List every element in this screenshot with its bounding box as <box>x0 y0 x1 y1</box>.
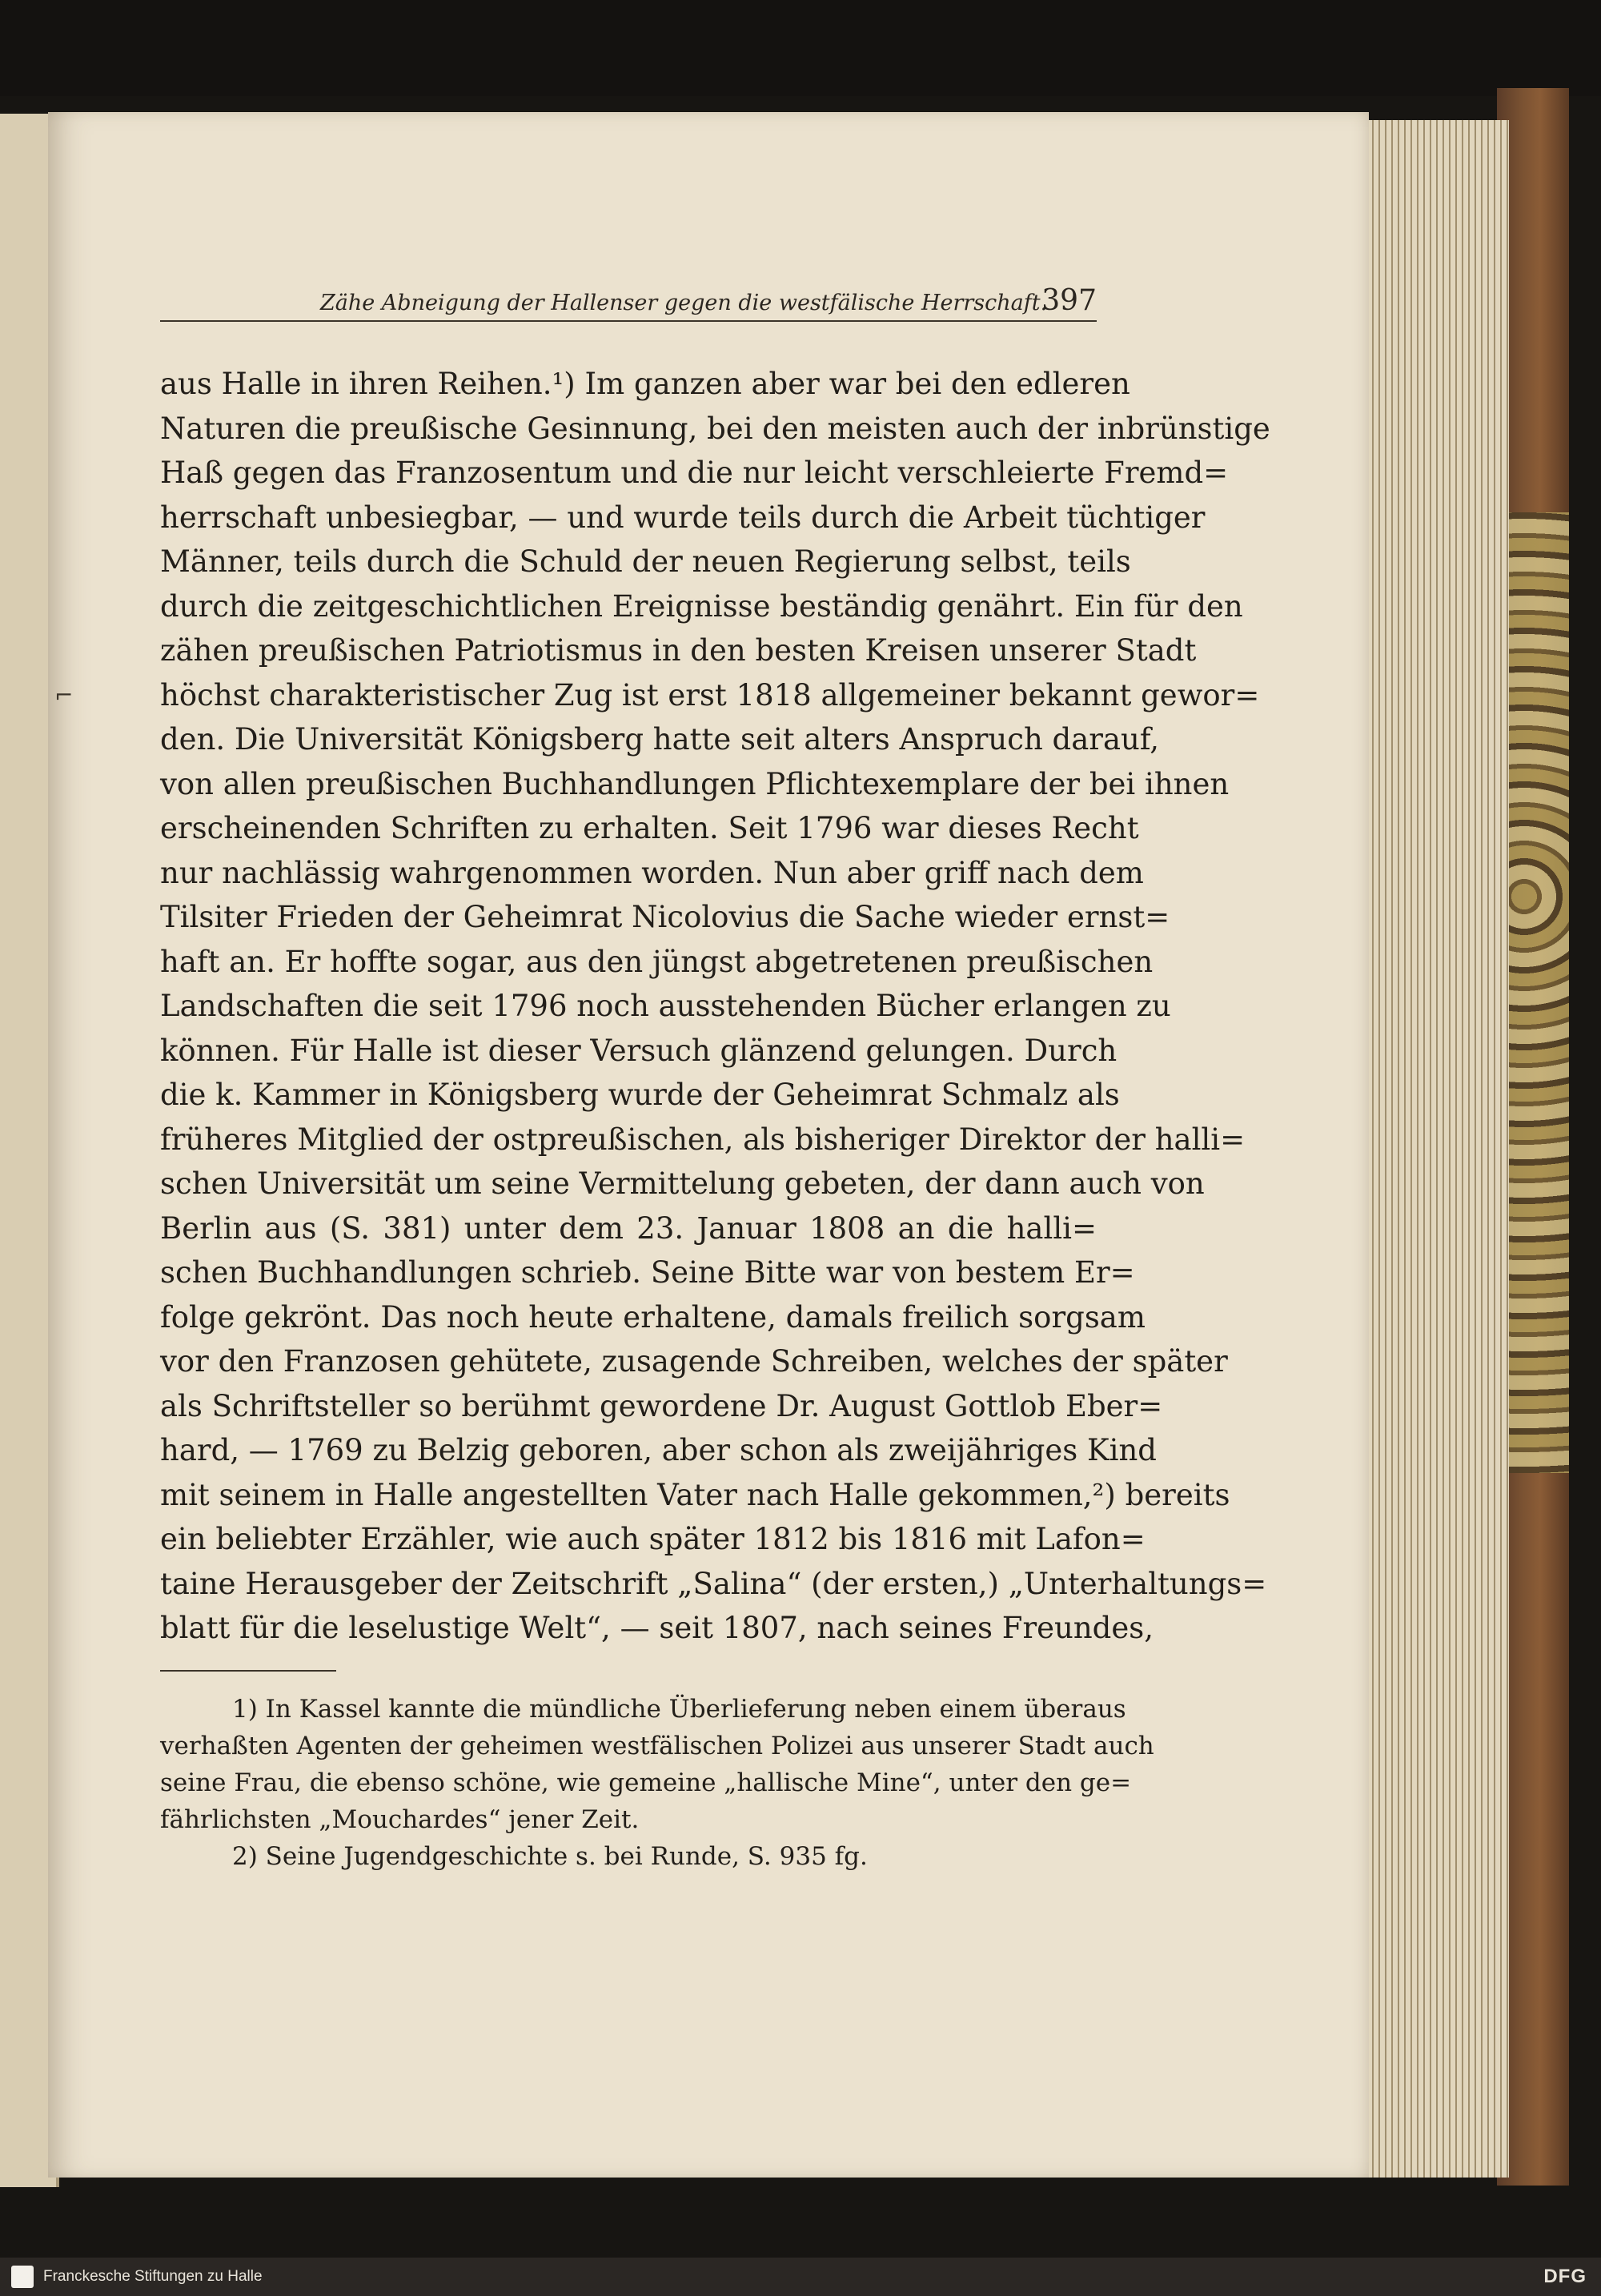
text-line: schen Buchhandlungen schrieb. Seine Bitte war von bestem Er= <box>160 1255 1135 1290</box>
institution-name[interactable]: Franckesche Stiftungen zu Halle <box>43 2268 263 2285</box>
footnote-line: 1) In Kassel kannte die mündliche Überlieferung neben einem überaus <box>232 1695 1126 1724</box>
running-header <box>160 280 1097 322</box>
text-line: Berlin aus (S. 381) unter dem 23. Januar 1808 an die halli= <box>160 1210 1097 1246</box>
text-line: die k. Kammer in Königsberg wurde der Geheimrat Schmalz als <box>160 1078 1120 1112</box>
page-block-edges <box>1361 120 1509 2178</box>
marbled-endpaper <box>1505 512 1569 1473</box>
text-line: können. Für Halle ist dieser Versuch glänzend gelungen. Durch <box>160 1033 1117 1068</box>
text-line: mit seinem in Halle angestellten Vater nach Halle gekommen,²) bereits <box>160 1477 1230 1512</box>
text-line: höchst charakteristischer Zug ist erst 1818 allgemeiner bekannt gewor= <box>160 677 1260 712</box>
text-line: haft an. Er hoffte sogar, aus den jüngst abgetretenen preußischen <box>160 944 1154 979</box>
running-title: Zähe Abneigung der Hallenser gegen die westfälische Herrschaft. <box>320 291 1048 315</box>
text-line: zähen preußischen Patriotismus in den besten Kreisen unserer Stadt <box>160 633 1197 668</box>
text-line: erscheinenden Schriften zu erhalten. Seit 1796 war dieses Recht <box>160 811 1139 845</box>
institution-logo-icon <box>11 2266 34 2288</box>
text-line: nur nachlässig wahrgenommen worden. Nun aber griff nach dem <box>160 855 1144 890</box>
text-line: durch die zeitgeschichtlichen Ereignisse beständig genährt. Ein für den <box>160 588 1243 624</box>
text-line: herrschaft unbesiegbar, — und wurde teils durch die Arbeit tüchtiger <box>160 500 1206 535</box>
text-line: früheres Mitglied der ostpreußischen, als bisheriger Direktor der halli= <box>160 1122 1246 1157</box>
footnote-rule <box>160 1670 336 1672</box>
margin-mark: ⌐ <box>54 682 74 708</box>
text-line: blatt für die leselustige Welt“, — seit 1807, nach seines Freundes, <box>160 1611 1154 1645</box>
text-line: von allen preußischen Buchhandlungen Pflichtexemplare der bei ihnen <box>160 766 1230 801</box>
text-line: folge gekrönt. Das noch heute erhaltene, damals freilich sorgsam <box>160 1299 1146 1335</box>
text-line: Landschaften die seit 1796 noch ausstehenden Bücher erlangen zu <box>160 989 1171 1023</box>
footnotes <box>160 1691 1154 1875</box>
text-line: aus Halle in ihren Reihen.¹) Im ganzen aber war bei den edleren <box>160 367 1130 401</box>
text-line: Haß gegen das Franzosentum und die nur leicht verschleierte Fremd= <box>160 456 1229 490</box>
text-line: Tilsiter Frieden der Geheimrat Nicolovius die Sache wieder ernst= <box>160 900 1170 934</box>
footnote-line: fährlichsten „Mouchardes“ jener Zeit. <box>160 1805 640 1834</box>
dfg-logo: DFG <box>1543 2266 1587 2287</box>
text-line: als Schriftsteller so berühmt gewordene Dr. August Gottlob Eber= <box>160 1388 1163 1423</box>
text-line: den. Die Universität Königsberg hatte seit alters Anspruch darauf, <box>160 722 1160 757</box>
text-line: Naturen die preußische Gesinnung, bei den meisten auch der inbrünstige <box>160 411 1270 446</box>
text-line: ein beliebter Erzähler, wie auch später 1812 bis 1816 mit Lafon= <box>160 1522 1146 1556</box>
footnote-line: 2) Seine Jugendgeschichte s. bei Runde, S. 935 fg. <box>232 1842 868 1871</box>
text-line: vor den Franzosen gehütete, zusagende Schreiben, welches der später <box>160 1344 1228 1379</box>
text-line: Männer, teils durch die Schuld der neuen Regierung selbst, teils <box>160 544 1131 579</box>
footnote-line: seine Frau, die ebenso schöne, wie gemeine „hallische Mine“, unter den ge= <box>160 1768 1132 1797</box>
scan-background-top <box>0 0 1601 96</box>
text-line: schen Universität um seine Vermittelung gebeten, der dann auch von <box>160 1166 1205 1201</box>
text-line: hard, — 1769 zu Belzig geboren, aber schon als zweijähriges Kind <box>160 1433 1157 1467</box>
viewer-footer <box>0 2258 1601 2296</box>
body-text <box>160 362 1270 1651</box>
text-line: taine Herausgeber der Zeitschrift „Salina“ (der ersten,) „Unterhaltungs= <box>160 1566 1267 1601</box>
page-number: 397 <box>1041 284 1097 317</box>
footnote-line: verhaßten Agenten der geheimen westfälischen Polizei aus unserer Stadt auch <box>160 1732 1154 1760</box>
